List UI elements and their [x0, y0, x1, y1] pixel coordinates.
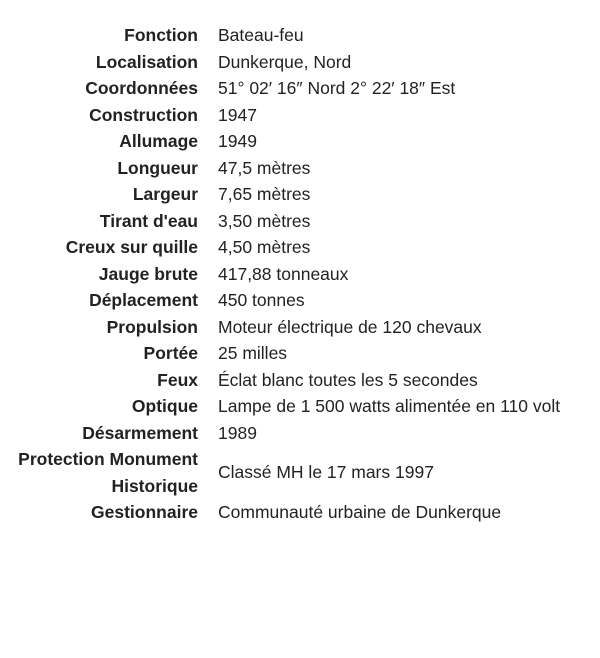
infobox-row-construction — [0, 102, 560, 129]
row-value: Communauté urbaine de Dunkerque — [218, 502, 502, 522]
row-value: 7,65 mètres — [218, 184, 311, 204]
infobox-row-jauge-brute — [0, 261, 560, 288]
infobox-row-coordonnees — [0, 75, 560, 102]
infobox-row-localisation — [0, 49, 560, 76]
row-value: 47,5 mètres — [218, 157, 311, 178]
row-value: 1949 — [218, 131, 257, 151]
row-value: 1947 — [218, 104, 257, 125]
infobox-row-desarmement — [0, 420, 560, 447]
row-label: Portée — [143, 343, 198, 363]
row-label: Longueur — [117, 157, 198, 178]
infobox-row-longueur — [0, 155, 560, 182]
row-label: Fonction — [124, 25, 198, 45]
infobox-row-optique — [0, 393, 560, 420]
row-label: Creux sur quille — [65, 237, 198, 257]
infobox-body — [0, 22, 560, 526]
row-value: 51° 02′ 16″ Nord 2° 22′ 18″ Est — [218, 78, 456, 98]
infobox-row-propulsion — [0, 314, 560, 341]
infobox-row-creux-sur-quille — [0, 234, 560, 261]
row-value: Lampe de 1 500 watts alimentée en 110 volt — [218, 396, 561, 416]
row-value: Dunkerque, Nord — [218, 51, 352, 72]
row-value: 4,50 mètres — [218, 237, 311, 257]
row-value: Classé MH le 17 mars 1997 — [218, 462, 434, 483]
row-value: 25 milles — [218, 343, 288, 363]
row-label: Gestionnaire — [91, 502, 198, 522]
infobox-row-feux — [0, 367, 560, 394]
row-label: Propulsion — [106, 316, 198, 337]
row-label: Largeur — [132, 184, 198, 204]
row-label: Tirant d'eau — [99, 210, 198, 231]
infobox-row-protection — [0, 446, 560, 499]
infobox-row-portee — [0, 340, 560, 367]
row-value: 3,50 mètres — [218, 210, 311, 231]
row-label: Feux — [157, 369, 198, 390]
infobox-row-fonction — [0, 22, 560, 49]
infobox-row-deplacement — [0, 287, 560, 314]
infobox-row-gestionnaire — [0, 499, 560, 526]
row-label: Allumage — [119, 131, 198, 151]
row-label: Coordonnées — [85, 78, 198, 98]
row-label: Déplacement — [89, 290, 198, 310]
row-label: Désarmement — [82, 422, 198, 443]
row-value: 417,88 tonneaux — [218, 263, 349, 284]
row-label: Localisation — [95, 51, 198, 72]
infobox-row-tirant-deau — [0, 208, 560, 235]
row-value: Bateau-feu — [218, 25, 304, 45]
infobox-table — [0, 22, 560, 526]
infobox-row-largeur — [0, 181, 560, 208]
row-value: 450 tonnes — [218, 290, 305, 310]
row-value: 1989 — [218, 422, 257, 443]
infobox-row-allumage — [0, 128, 560, 155]
row-label: Jauge brute — [98, 263, 198, 284]
row-label: Optique — [131, 396, 198, 416]
row-value: Éclat blanc toutes les 5 secondes — [218, 369, 478, 390]
row-label: Construction — [89, 104, 198, 125]
row-label: Protection Monument Historique — [18, 449, 198, 496]
row-value: Moteur électrique de 120 chevaux — [218, 316, 482, 337]
